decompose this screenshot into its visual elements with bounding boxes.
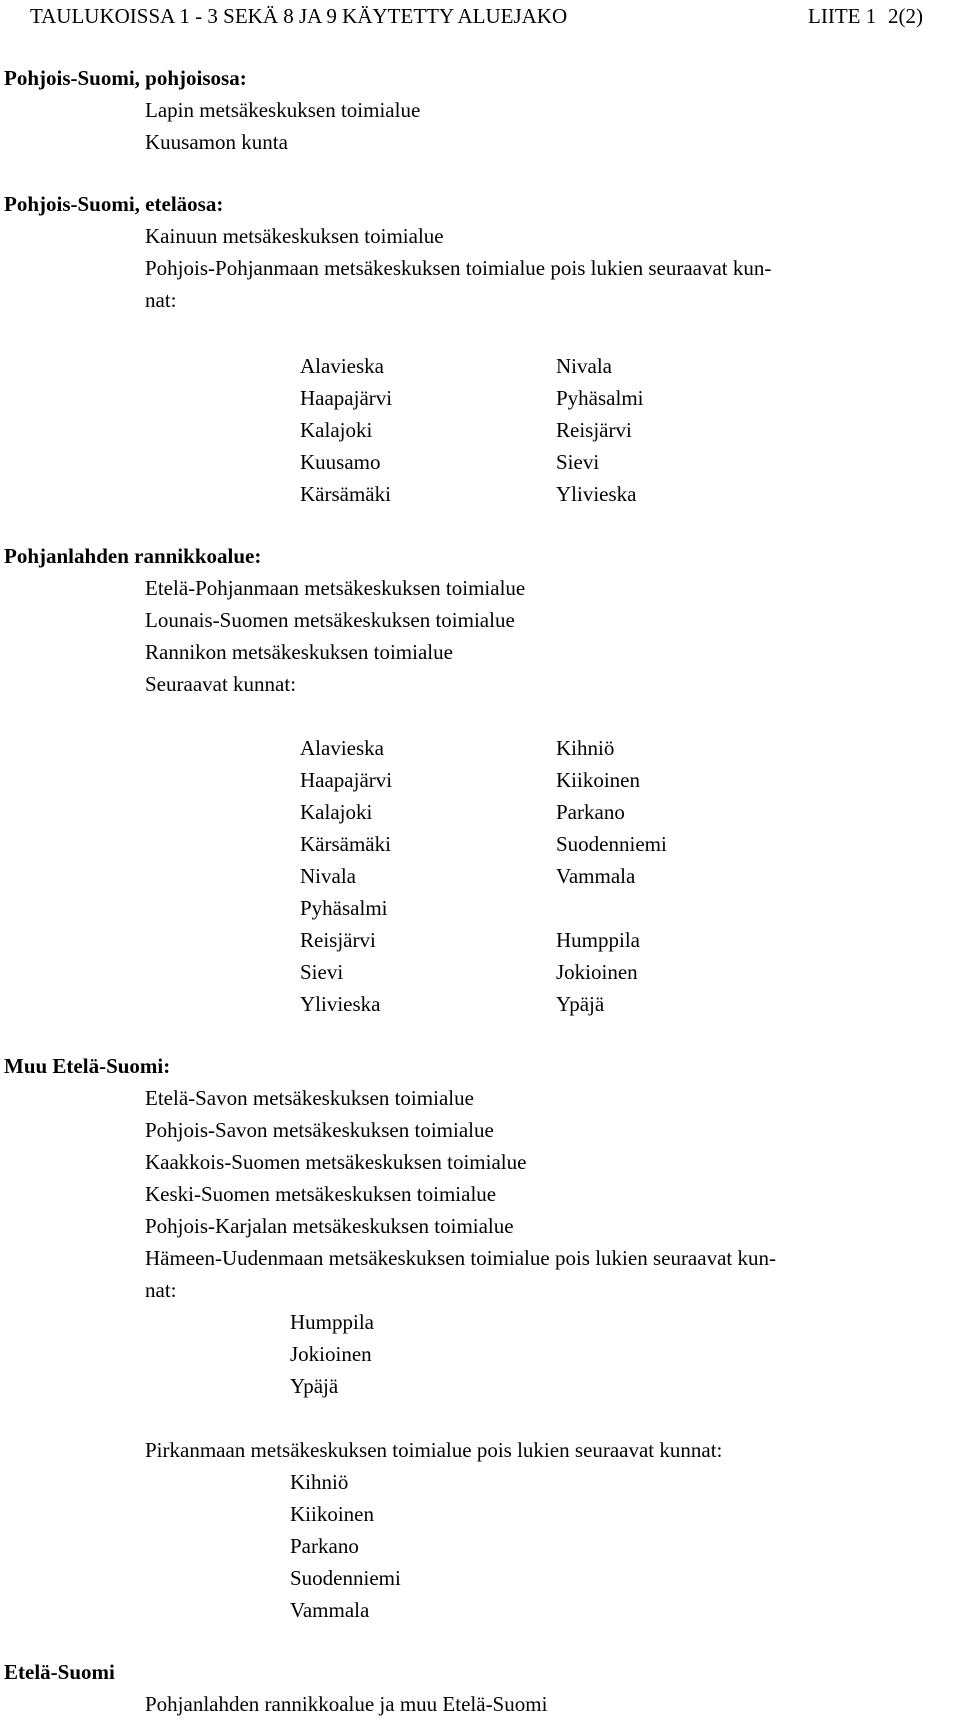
section-heading-pohjanlahden-rannikkoalue: Pohjanlahden rannikkoalue:	[4, 544, 262, 568]
municipality-item: Kihniö	[290, 1470, 349, 1494]
municipality-item: Vammala	[556, 864, 636, 888]
section-line: Seuraavat kunnat:	[145, 672, 297, 696]
municipality-item: Ylivieska	[300, 992, 381, 1016]
municipality-item: Nivala	[300, 864, 356, 888]
section-line: Keski-Suomen metsäkeskuksen toimialue	[145, 1182, 497, 1206]
section-line: Etelä-Savon metsäkeskuksen toimialue	[145, 1086, 474, 1110]
municipality-item: Humppila	[290, 1310, 374, 1334]
section-line: Lounais-Suomen metsäkeskuksen toimialue	[145, 608, 515, 632]
municipality-item: Pyhäsalmi	[300, 896, 388, 920]
municipality-item: Kuusamo	[300, 450, 381, 474]
section-line: Kuusamon kunta	[145, 130, 288, 154]
municipality-item: Jokioinen	[556, 960, 638, 984]
section-line: nat:	[145, 1278, 177, 1302]
municipality-item: Kärsämäki	[300, 482, 391, 506]
municipality-item: Haapajärvi	[300, 386, 393, 410]
appendix-label: LIITE 1	[808, 4, 877, 28]
section-line: Pohjois-Karjalan metsäkeskuksen toimialue	[145, 1214, 514, 1238]
municipality-item: Suodenniemi	[290, 1566, 401, 1590]
section-line: Pohjois-Pohjanmaan metsäkeskuksen toimialue pois lukien seuraavat kun-	[145, 256, 772, 280]
municipality-item: Ylivieska	[556, 482, 637, 506]
municipality-item: Ypäjä	[556, 992, 605, 1016]
section-line: Pohjanlahden rannikkoalue ja muu Etelä-Suomi	[145, 1692, 548, 1716]
section-line: Etelä-Pohjanmaan metsäkeskuksen toimialue	[145, 576, 526, 600]
section-line: Hämeen-Uudenmaan metsäkeskuksen toimialue pois lukien seuraavat kun-	[145, 1246, 776, 1270]
municipality-item: Jokioinen	[290, 1342, 372, 1366]
municipality-item: Ypäjä	[290, 1374, 339, 1398]
municipality-item: Suodenniemi	[556, 832, 667, 856]
municipality-item: Kihniö	[556, 736, 615, 760]
municipality-item: Kärsämäki	[300, 832, 391, 856]
municipality-item: Alavieska	[300, 354, 384, 378]
municipality-item: Kalajoki	[300, 800, 373, 824]
section-line: Rannikon metsäkeskuksen toimialue	[145, 640, 453, 664]
municipality-item: Pyhäsalmi	[556, 386, 644, 410]
municipality-item: Sievi	[556, 450, 600, 474]
municipality-item: Parkano	[556, 800, 625, 824]
municipality-item: Nivala	[556, 354, 612, 378]
section-heading-etela-suomi: Etelä-Suomi	[4, 1660, 115, 1684]
section-line: Pohjois-Savon metsäkeskuksen toimialue	[145, 1118, 494, 1142]
municipality-item: Kiikoinen	[556, 768, 640, 792]
municipality-item: Alavieska	[300, 736, 384, 760]
municipality-item: Kiikoinen	[290, 1502, 374, 1526]
section-heading-muu-etela-suomi: Muu Etelä-Suomi:	[4, 1054, 171, 1078]
section-heading-pohjois-suomi-etelaosa: Pohjois-Suomi, eteläosa:	[4, 192, 224, 216]
municipality-item: Vammala	[290, 1598, 370, 1622]
municipality-item: Sievi	[300, 960, 344, 984]
municipality-item: Reisjärvi	[300, 928, 376, 952]
section-line: nat:	[145, 288, 177, 312]
municipality-item: Haapajärvi	[300, 768, 393, 792]
section-line: Kainuun metsäkeskuksen toimialue	[145, 224, 444, 248]
section-line: Lapin metsäkeskuksen toimialue	[145, 98, 421, 122]
municipality-item: Parkano	[290, 1534, 359, 1558]
municipality-item: Humppila	[556, 928, 640, 952]
document-title: TAULUKOISSA 1 - 3 SEKÄ 8 JA 9 KÄYTETTY ALUEJAKO	[30, 4, 568, 28]
page-number: 2(2)	[888, 4, 923, 28]
section-line: Kaakkois-Suomen metsäkeskuksen toimialue	[145, 1150, 527, 1174]
municipality-item: Reisjärvi	[556, 418, 632, 442]
section-line: Pirkanmaan metsäkeskuksen toimialue pois lukien seuraavat kunnat:	[145, 1438, 723, 1462]
section-heading-pohjois-suomi-pohjoisosa: Pohjois-Suomi, pohjoisosa:	[4, 66, 247, 90]
municipality-item: Kalajoki	[300, 418, 373, 442]
